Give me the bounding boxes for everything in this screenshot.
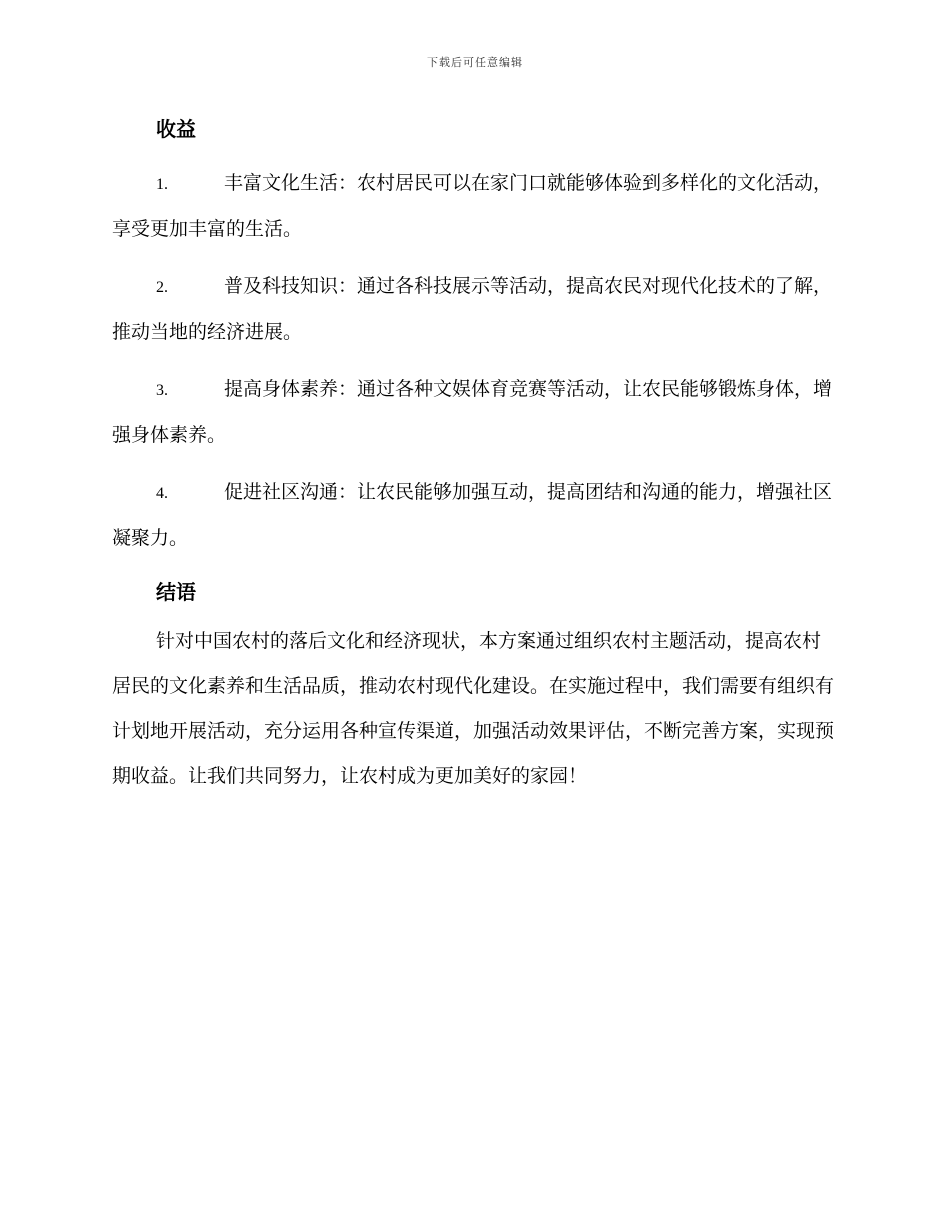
benefit-text: 促进社区沟通：让农民能够加强互动，提高团结和沟通的能力，增强社区凝聚力。: [112, 481, 833, 549]
benefit-text: 普及科技知识：通过各科技展示等活动，提高农民对现代化技术的了解，推动当地的经济进展。: [112, 275, 833, 343]
benefit-number: 2.: [156, 279, 168, 296]
benefit-text: 丰富文化生活：农村居民可以在家门口就能够体验到多样化的文化活动，享受更加丰富的生活。: [112, 172, 833, 240]
conclusion-paragraph: 针对中国农村的落后文化和经济现状，本方案通过组织农村主题活动，提高农村居民的文化素养和生活品质，推动农村现代化建设。在实施过程中，我们需要有组织有计划地开展活动，充分运用各种宣传渠道，加强活动效果评估，不断完善方案，实现预期收益。让我们共同努力，让农村成为更加美好的家园！: [112, 630, 835, 787]
benefit-item: [112, 161, 834, 252]
header-note: 下载后可任意编辑: [427, 56, 523, 69]
benefit-item: [112, 264, 834, 355]
benefit-item: [112, 367, 834, 458]
benefit-number: 1.: [156, 176, 168, 193]
benefits-heading: 收益: [156, 117, 196, 141]
benefit-text: 提高身体素养：通过各种文娱体育竞赛等活动，让农民能够锻炼身体，增强身体素养。: [112, 378, 833, 446]
document-body: [112, 112, 834, 799]
benefit-number: 4.: [156, 485, 168, 502]
benefit-item: [112, 470, 834, 561]
benefit-number: 3.: [156, 382, 168, 399]
conclusion-heading: 结语: [156, 580, 196, 604]
